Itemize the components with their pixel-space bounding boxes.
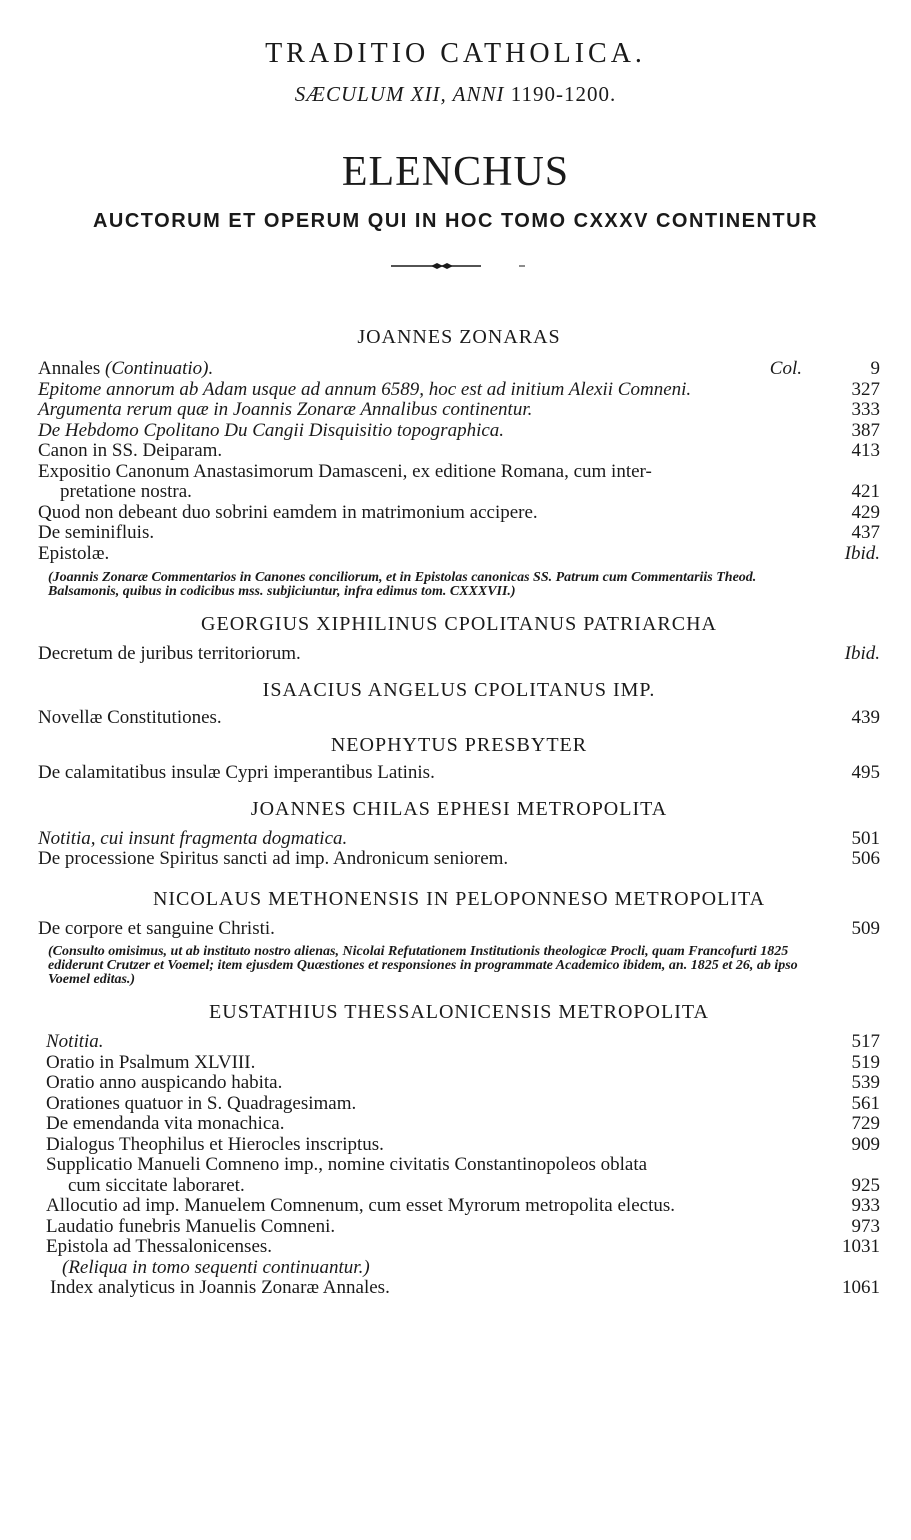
entry-title: Argumenta rerum quæ in Joannis Zonaræ Annalibus continentur.: [38, 399, 533, 420]
continuation-note: (Reliqua in tomo sequenti continuantur.): [62, 1256, 370, 1278]
column-number: 729: [851, 1113, 880, 1134]
entry-title: Oratio in Psalmum XLVIII.: [46, 1051, 256, 1073]
entry-title: De processione Spiritus sancti ad imp. Andronicum seniorem.: [38, 848, 509, 869]
section-heading-xiphilinus: GEORGIUS XIPHILINUS CPOLITANUS PATRIARCHA: [201, 613, 717, 635]
column-number: 333: [851, 399, 880, 420]
column-number: 517: [851, 1031, 880, 1052]
page-title: TRADITIO CATHOLICA.: [265, 38, 646, 69]
entry-title: Annales: [38, 358, 106, 379]
list-item: [38, 1278, 880, 1299]
editorial-note: (Consulto omisimus, ut ab instituto nostro alienas, Nicolai Refutationem Institutionis theologicæ Procli, quam Francofurti 1825 ediderunt Crutzer et Voemel; item ejusdem Quæstiones et responsiones in programmate Academico ibidem, an. 1825 et 26, ab ipso Voemel editas.): [48, 944, 798, 987]
entry-title: Laudatio funebris Manuelis Comneni.: [46, 1215, 336, 1237]
list-item: [38, 1114, 880, 1135]
column-number: 413: [851, 440, 880, 461]
entry-title: Allocutio ad imp. Manuelem Comnenum, cum esset Myrorum metropolita electus.: [46, 1195, 675, 1216]
list-item: [38, 462, 880, 503]
list-item: [38, 400, 880, 421]
entry-title: Index analyticus in Joannis Zonaræ Annales.: [50, 1277, 390, 1298]
page-subtitle: [0, 82, 911, 107]
main-heading: ELENCHUS: [341, 149, 570, 195]
list-item: [38, 708, 880, 729]
column-number: 501: [851, 827, 880, 849]
column-number: 519: [851, 1051, 880, 1073]
list-item: [38, 1073, 880, 1094]
subtitle-century: SÆCULUM XII, ANNI: [294, 82, 505, 106]
column-number: Ibid.: [844, 643, 880, 664]
section-heading-zonaras: JOANNES ZONARAS: [357, 326, 561, 348]
sub-heading: AUCTORUM ET OPERUM QUI IN HOC TOMO CXXXV CONTINENTUR: [92, 210, 819, 232]
column-number: 561: [851, 1092, 880, 1114]
column-number: 506: [851, 848, 880, 869]
entry-title: De Hebdomo Cpolitano Du Cangii Disquisitio topographica.: [38, 419, 505, 441]
list-item: [38, 1053, 880, 1074]
list-item: [38, 441, 880, 462]
entry-title: Notitia, cui insunt fragmenta dogmatica.: [38, 827, 348, 849]
column-number: 387: [851, 419, 880, 441]
section-heading-neophytus: NEOPHYTUS PRESBYTER: [330, 734, 588, 756]
column-number: 429: [851, 501, 880, 523]
list-item: [38, 849, 880, 870]
list-item: [38, 1258, 880, 1279]
list-item: [38, 1032, 880, 1053]
entry-title: De emendanda vita monachica.: [46, 1113, 285, 1134]
entry-title: De corpore et sanguine Christi.: [38, 917, 275, 939]
column-number: 539: [851, 1072, 880, 1093]
column-number: Ibid.: [844, 542, 880, 564]
list-item: [38, 1155, 880, 1196]
list-item: [38, 1094, 880, 1115]
column-number: 933: [851, 1195, 880, 1216]
list-item: [38, 544, 880, 565]
entry-title-continued: cum siccitate laboraret.: [68, 1174, 245, 1196]
list-item: [38, 1217, 880, 1238]
column-number: 9: [870, 358, 880, 379]
ornament-divider: [391, 261, 527, 271]
entry-title: Supplicatio Manueli Comneno imp., nomine civitatis Constantinopoleos oblata: [46, 1154, 648, 1175]
entry-title: Decretum de juribus territoriorum.: [38, 643, 301, 664]
list-item: [38, 523, 880, 544]
entry-title: Novellæ Constitutiones.: [38, 706, 222, 728]
section-heading-chilas: JOANNES CHILAS EPHESI METROPOLITA: [250, 797, 668, 820]
list-item: [38, 1196, 880, 1217]
entry-title: Oratio anno auspicando habita.: [46, 1072, 283, 1093]
list-item: [38, 919, 880, 940]
column-number: 1031: [842, 1236, 880, 1257]
section-heading-nicolaus: NICOLAUS METHONENSIS IN PELOPONNESO METROPOLITA: [152, 887, 766, 910]
list-item: [38, 763, 880, 784]
table-of-contents: [38, 320, 880, 1299]
list-item: [38, 1135, 880, 1156]
entry-title: De seminifluis.: [38, 522, 155, 543]
editorial-note: (Joannis Zonaræ Commentarios in Canones conciliorum, et in Epistolas canonicas SS. Patrum cum Commentariis Theod. Balsamonis, quibus in codicibus mss. subjiciuntur, infra edimus tom. CXXXVII.): [48, 570, 757, 599]
entry-title: Dialogus Theophilus et Hierocles inscriptus.: [46, 1133, 384, 1155]
entry-title-italic: (Continuatio).: [105, 358, 214, 379]
section-heading-eustathius: EUSTATHIUS THESSALONICENSIS METROPOLITA: [209, 1001, 709, 1023]
column-number: 509: [851, 917, 880, 939]
column-number: 437: [851, 522, 880, 543]
entry-title: Quod non debeant duo sobrini eamdem in matrimonium accipere.: [38, 501, 538, 523]
entry-title: Epitome annorum ab Adam usque ad annum 6589, hoc est ad initium Alexii Comneni.: [38, 378, 692, 400]
entry-title: Epistola ad Thessalonicenses.: [46, 1236, 273, 1257]
entry-title: Orationes quatuor in S. Quadragesimam.: [46, 1092, 357, 1114]
column-number: 909: [851, 1133, 880, 1155]
list-item: [38, 503, 880, 524]
entry-title: Canon in SS. Deiparam.: [38, 440, 223, 461]
column-number: 925: [851, 1174, 880, 1196]
column-number: 495: [851, 762, 880, 783]
list-item: [38, 421, 880, 442]
column-number: 327: [851, 378, 880, 400]
list-item: [38, 644, 880, 665]
column-label: Col.: [769, 358, 802, 379]
list-item: [38, 380, 880, 401]
entry-title-continued: pretatione nostra.: [60, 481, 192, 502]
list-item: [38, 359, 880, 380]
column-number: 439: [851, 706, 880, 728]
column-number: 421: [851, 481, 880, 502]
entry-title: Expositio Canonum Anastasimorum Damasceni, ex editione Romana, cum inter-: [38, 460, 652, 482]
entry-title: Epistolæ.: [38, 542, 110, 564]
subtitle-years: 1190-1200.: [510, 82, 617, 106]
column-number: 973: [851, 1215, 880, 1237]
list-item: [38, 1237, 880, 1258]
column-number: 1061: [842, 1277, 880, 1298]
list-item: [38, 829, 880, 850]
entry-title: De calamitatibus insulæ Cypri imperantibus Latinis.: [38, 762, 435, 783]
entry-title: Notitia.: [46, 1031, 104, 1052]
section-heading-isaacius: ISAACIUS ANGELUS CPOLITANUS IMP.: [262, 678, 656, 701]
